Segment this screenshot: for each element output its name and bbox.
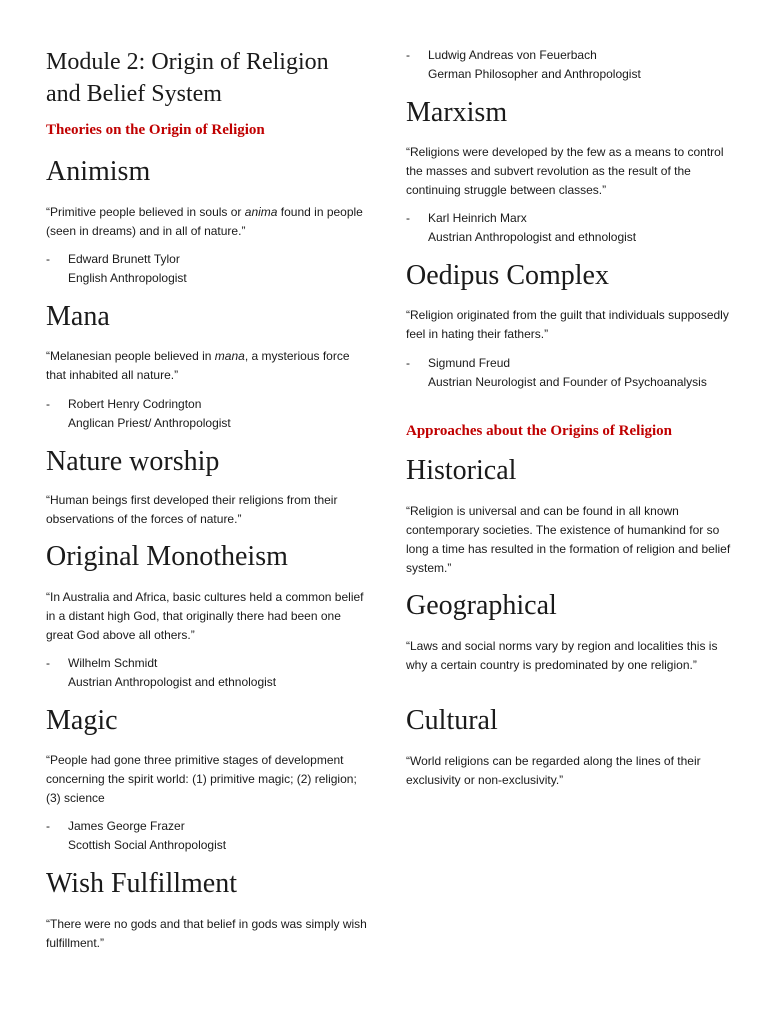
animism-term: anima bbox=[244, 205, 278, 219]
author-role: Scottish Social Anthropologist bbox=[68, 838, 227, 852]
author-role: Austrian Neurologist and Founder of Psychoanalysis bbox=[428, 375, 707, 389]
author-name: Robert Henry Codrington bbox=[68, 397, 202, 411]
mana-term: mana bbox=[214, 349, 245, 363]
original-monotheism-attribution: - Wilhelm Schmidt Austrian Anthropologist and ethnologist bbox=[46, 654, 368, 692]
author-role: Austrian Anthropologist and ethnologist bbox=[428, 230, 637, 244]
cultural-heading: Cultural bbox=[406, 705, 498, 736]
author-name: Sigmund Freud bbox=[428, 356, 511, 370]
historical-heading: Historical bbox=[406, 455, 517, 486]
author-role: Anglican Priest/ Anthropologist bbox=[68, 416, 231, 430]
marxism-quote: “Religions were developed by the few as a means to control the masses and subvert revolution as the result of the continuing struggle between classes.” bbox=[406, 145, 724, 197]
mana-attribution: - Robert Henry Codrington Anglican Priest/ Anthropologist bbox=[46, 395, 368, 433]
magic-quote: “People had gone three primitive stages of development concerning the spirit world: (1) primitive magic; (2) religion; (3) science bbox=[46, 753, 357, 805]
nature-worship-heading: Nature worship bbox=[46, 446, 220, 477]
author-role: English Anthropologist bbox=[68, 271, 187, 285]
historical-quote: “Religion is universal and can be found in all known contemporary societies. The existence of humankind for so long a time has resulted in the formation of religion and belief system.” bbox=[406, 504, 731, 575]
oedipus-complex-quote: “Religion originated from the guilt that individuals supposedly feel in hating their fathers.” bbox=[406, 308, 729, 341]
original-monotheism-heading: Original Monotheism bbox=[46, 541, 288, 572]
original-monotheism-quote: “In Australia and Africa, basic cultures held a common belief in a distant high God, that originally there had been one great God above all others.” bbox=[46, 590, 364, 642]
animism-attribution: - Edward Brunett Tylor English Anthropologist bbox=[46, 250, 368, 288]
wish-fulfillment-attribution: - Ludwig Andreas von Feuerbach German Philosopher and Anthropologist bbox=[406, 46, 736, 84]
mana-heading: Mana bbox=[46, 301, 110, 332]
author-name: Karl Heinrich Marx bbox=[428, 211, 527, 225]
animism-heading: Animism bbox=[46, 156, 151, 187]
theories-heading: Theories on the Origin of Religion bbox=[46, 122, 265, 138]
author-role: Austrian Anthropologist and ethnologist bbox=[68, 675, 277, 689]
author-name: Wilhelm Schmidt bbox=[68, 656, 158, 670]
author-name: James George Frazer bbox=[68, 819, 185, 833]
author-name: Edward Brunett Tylor bbox=[68, 252, 180, 266]
geographical-quote: “Laws and social norms vary by region and localities this is why a certain country is predominated by one religion.” bbox=[406, 639, 718, 672]
cultural-quote: “World religions can be regarded along the lines of their exclusivity or non-exclusivity.” bbox=[406, 754, 701, 787]
oedipus-complex-attribution: - Sigmund Freud Austrian Neurologist and Founder of Psychoanalysis bbox=[406, 354, 736, 392]
animism-quote: “Primitive people believed in souls or anima found in people (seen in dreams) and in all of nature.” bbox=[46, 205, 363, 238]
marxism-attribution: - Karl Heinrich Marx Austrian Anthropologist and ethnologist bbox=[406, 209, 736, 247]
wish-fulfillment-quote: “There were no gods and that belief in gods was simply wish fulfillment.” bbox=[46, 917, 367, 950]
geographical-heading: Geographical bbox=[406, 590, 557, 621]
author-name: Ludwig Andreas von Feuerbach bbox=[428, 48, 597, 62]
mana-quote: “Melanesian people believed in mana, a mysterious force that inhabited all nature.” bbox=[46, 349, 350, 382]
marxism-heading: Marxism bbox=[406, 97, 508, 128]
module-title: Module 2: Origin of Religion and Belief System bbox=[46, 49, 329, 107]
oedipus-complex-heading: Oedipus Complex bbox=[406, 260, 609, 291]
author-role: German Philosopher and Anthropologist bbox=[428, 67, 641, 81]
nature-worship-quote: “Human beings first developed their religions from their observations of the forces of nature.” bbox=[46, 493, 338, 526]
magic-heading: Magic bbox=[46, 705, 118, 736]
wish-fulfillment-heading: Wish Fulfillment bbox=[46, 868, 237, 899]
magic-attribution: - James George Frazer Scottish Social Anthropologist bbox=[46, 817, 368, 855]
approaches-heading: Approaches about the Origins of Religion bbox=[406, 423, 672, 439]
